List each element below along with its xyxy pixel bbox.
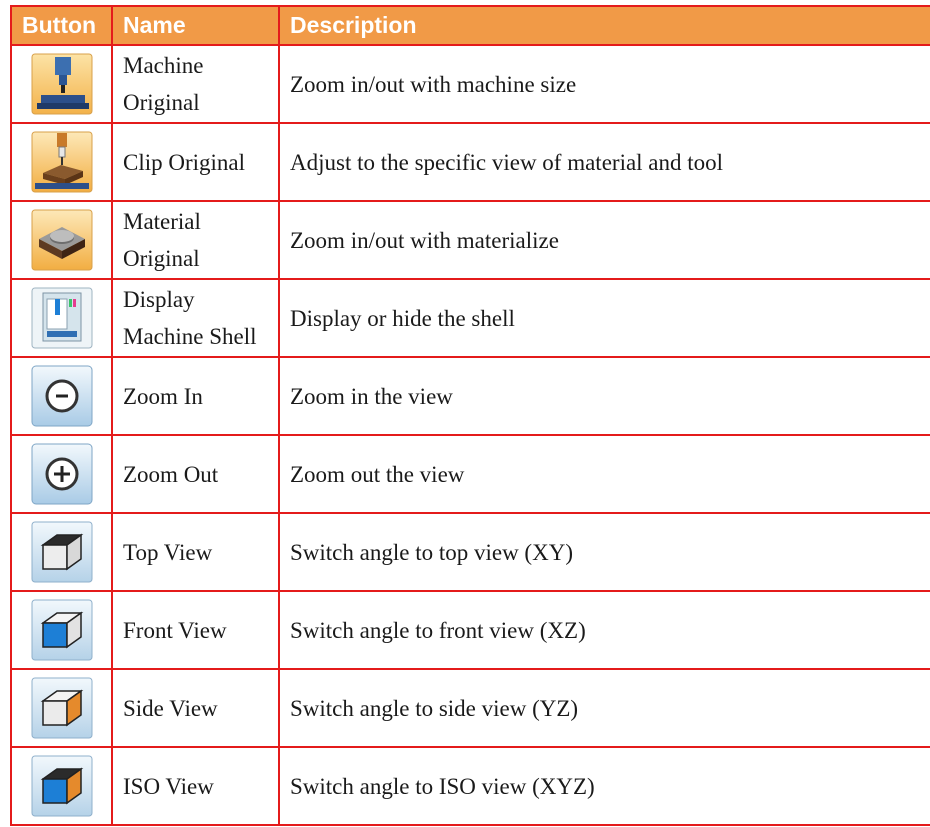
table-row [11,591,930,669]
row-name: Machine Shell [123,324,257,349]
table-row [11,201,930,279]
row-description: Display or hide the shell [279,279,930,357]
table-row [11,279,930,357]
zoom-plus-icon[interactable] [31,443,93,505]
row-name: Top View [112,513,279,591]
front-view-cube-icon[interactable] [31,599,93,661]
row-description: Switch angle to top view (XY) [279,513,930,591]
row-description: Zoom in/out with machine size [279,45,930,123]
machine-shell-icon[interactable] [31,287,93,349]
machine-original-icon[interactable] [31,53,93,115]
row-name: Front View [112,591,279,669]
header-description: Description [279,6,930,45]
row-description: Zoom in the view [279,357,930,435]
top-view-cube-icon[interactable] [31,521,93,583]
row-description: Switch angle to side view (YZ) [279,669,930,747]
header-name: Name [112,6,279,45]
row-name: Clip Original [112,123,279,201]
row-description: Zoom out the view [279,435,930,513]
row-name: Machine [123,53,204,78]
row-description: Zoom in/out with materialize [279,201,930,279]
row-name: Display [123,287,195,312]
clip-original-icon[interactable] [31,131,93,193]
row-name: ISO View [112,747,279,825]
header-button: Button [11,6,112,45]
row-name: Original [123,90,200,115]
row-name: Original [123,246,200,271]
table-row [11,435,930,513]
row-description: Switch angle to ISO view (XYZ) [279,747,930,825]
row-description: Adjust to the specific view of material and tool [279,123,930,201]
button-reference-table [10,5,930,826]
zoom-minus-icon[interactable] [31,365,93,427]
header-row [11,6,930,45]
row-name: Material [123,209,201,234]
row-name: Zoom In [112,357,279,435]
side-view-cube-icon[interactable] [31,677,93,739]
table-row [11,45,930,123]
material-original-icon[interactable] [31,209,93,271]
row-name: Zoom Out [112,435,279,513]
table-row [11,357,930,435]
table-row [11,513,930,591]
table-row [11,123,930,201]
iso-view-cube-icon[interactable] [31,755,93,817]
row-name: Side View [112,669,279,747]
table-row [11,747,930,825]
table-row [11,669,930,747]
row-description: Switch angle to front view (XZ) [279,591,930,669]
